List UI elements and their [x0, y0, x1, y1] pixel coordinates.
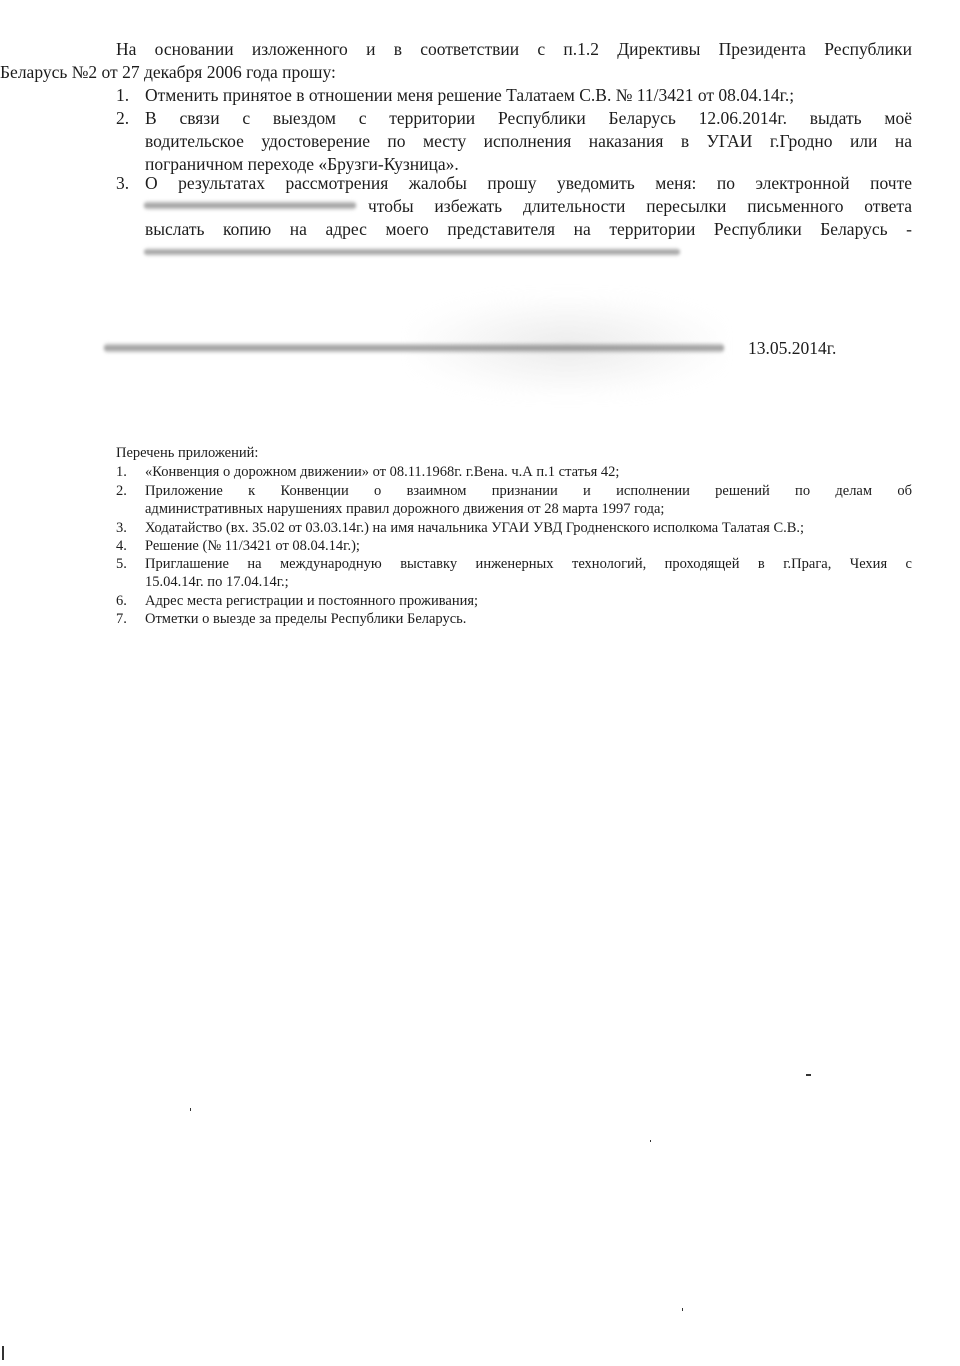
scan-speck — [682, 1308, 683, 1311]
attachment-number: 5. — [116, 556, 127, 572]
intro-line: На основании изложенного и в соответствии с п.1.2 Директивы Президента Республики — [116, 39, 912, 59]
attachment-line: 15.04.14г. по 17.04.14г.; — [145, 574, 289, 590]
redacted-signature-line — [104, 343, 724, 353]
attachment-line: «Конвенция о дорожном движении» от 08.11.1968г. г.Вена. ч.А п.1 статья 42; — [145, 464, 620, 480]
request-line: пограничном переходе «Брузги-Кузница». — [145, 154, 459, 174]
attachment-number: 2. — [116, 483, 127, 499]
attachment-line: Приложение к Конвенции о взаимном признании и исполнении решений по делам об — [145, 483, 912, 499]
request-number: 3. — [116, 173, 130, 193]
document-date: 13.05.2014г. — [748, 338, 837, 358]
request-line: Отменить принятое в отношении меня решение Талатаем С.В. № 11/3421 от 08.04.14г.; — [145, 85, 795, 105]
request-line: В связи с выездом с территории Республики Беларусь 12.06.2014г. выдать моё — [145, 108, 912, 128]
attachment-number: 7. — [116, 611, 127, 627]
request-number: 2. — [116, 108, 130, 128]
scan-speck — [650, 1140, 651, 1142]
request-line: О результатах рассмотрения жалобы прошу уведомить меня: по электронной почте — [145, 173, 912, 193]
scan-speck — [190, 1108, 191, 1111]
scan-speck — [806, 1074, 811, 1076]
request-number: 1. — [116, 85, 130, 105]
attachments-title: Перечень приложений: — [116, 445, 259, 461]
attachment-number: 1. — [116, 464, 127, 480]
request-line: чтобы избежать длительности пересылки письменного ответа — [368, 196, 912, 216]
attachment-line: Решение (№ 11/3421 от 08.04.14г.); — [145, 538, 360, 554]
redacted-address — [144, 248, 680, 256]
attachment-number: 4. — [116, 538, 127, 554]
attachment-line: Адрес места регистрации и постоянного проживания; — [145, 593, 479, 609]
attachment-line: Приглашение на международную выставку инженерных технологий, проходящей в г.Прага, Чехия с — [145, 556, 912, 572]
request-line: водительское удостоверение по месту исполнения наказания в УГАИ г.Гродно или на — [145, 131, 912, 151]
scan-speck — [2, 1346, 4, 1360]
redacted-email — [144, 201, 356, 210]
intro-paragraph — [0, 38, 912, 84]
attachment-line: административных нарушениях правил дорожного движения от 28 марта 1997 года; — [145, 501, 665, 517]
intro-line: Беларусь №2 от 27 декабря 2006 года прошу: — [0, 62, 336, 82]
request-line: выслать копию на адрес моего представителя на территории Республики Беларусь - — [145, 219, 912, 239]
attachment-number: 6. — [116, 593, 127, 609]
attachment-line: Отметки о выезде за пределы Республики Беларусь. — [145, 611, 467, 627]
attachment-line: Ходатайство (вх. 35.02 от 03.03.14г.) на имя начальника УГАИ УВД Гродненского исполкома Талатая С.В.; — [145, 520, 805, 536]
attachment-number: 3. — [116, 520, 127, 536]
